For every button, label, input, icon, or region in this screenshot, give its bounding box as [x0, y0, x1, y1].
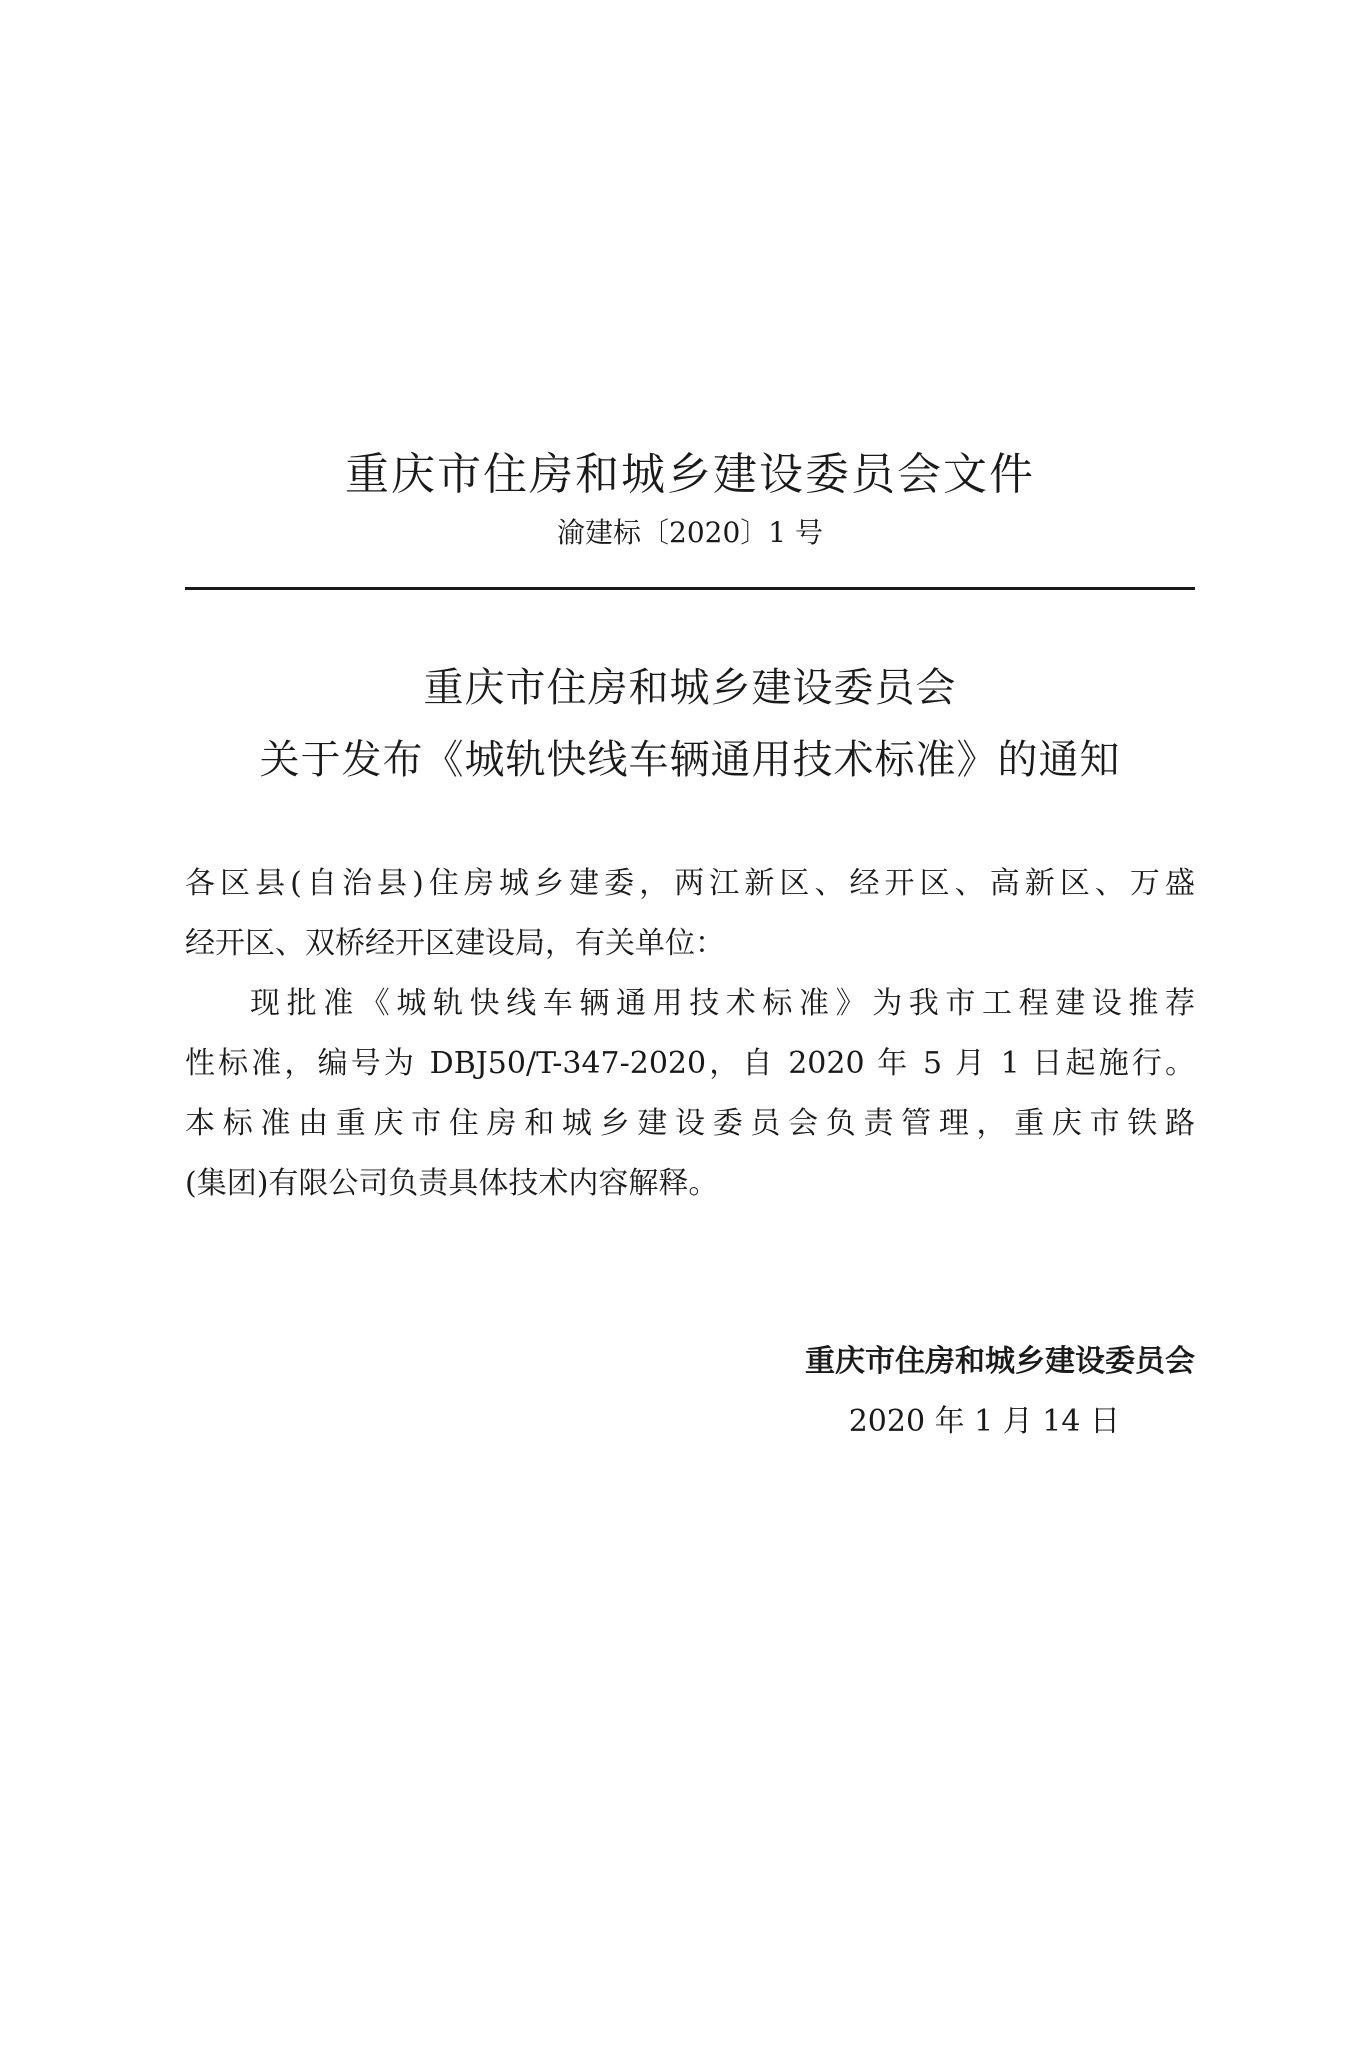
- notice-title-line1: 重庆市住房和城乡建设委员会: [423, 665, 957, 711]
- paragraph-line4: (集团)有限公司负责具体技术内容解释。: [185, 1166, 719, 1201]
- issuer-signature: 重庆市住房和城乡建设委员会: [805, 1344, 1195, 1379]
- document-header-title: 重庆市住房和城乡建设委员会文件: [345, 449, 1035, 500]
- document-number: 渝建标〔2020〕1 号: [557, 516, 823, 549]
- paragraph-line1: 现批准《城轨快线车辆通用技术标准》为我市工程建设推荐: [250, 986, 1195, 1021]
- notice-title-line2: 关于发布《城轨快线车辆通用技术标准》的通知: [259, 737, 1121, 783]
- paragraph-line3: 本标准由重庆市住房和城乡建设委员会负责管理，重庆市铁路: [185, 1106, 1195, 1141]
- paragraph-line2: 性标准，编号为 DBJ50/T-347-2020，自 2020 年 5 月 1 日起施行。: [185, 1046, 1195, 1081]
- header-divider: [185, 587, 1195, 590]
- addressee-line2: 经开区、双桥经开区建设局，有关单位：: [185, 926, 725, 961]
- issue-date: 2020 年 1 月 14 日: [848, 1404, 1120, 1439]
- addressee-line1: 各区县(自治县)住房城乡建委，两江新区、经开区、高新区、万盛: [185, 866, 1195, 901]
